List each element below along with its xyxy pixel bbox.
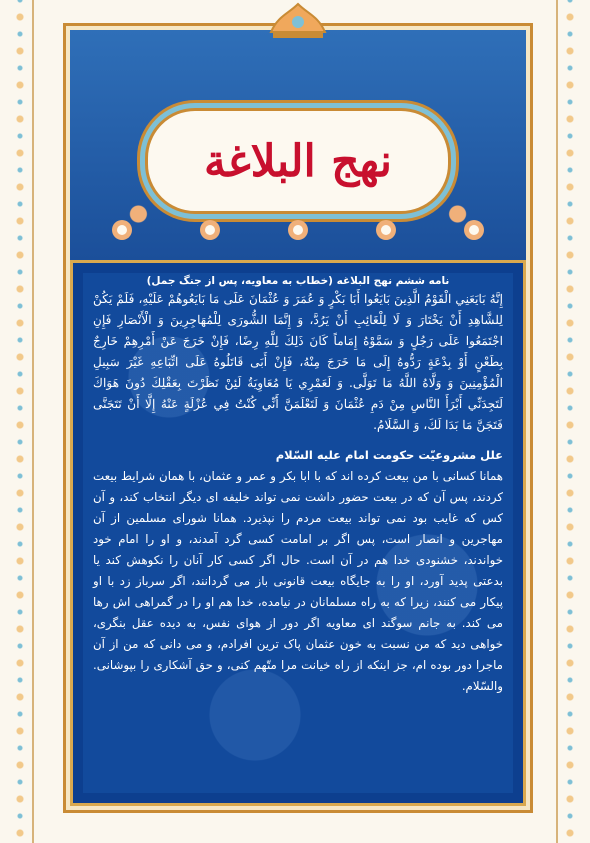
rosette-icon (374, 218, 398, 242)
header-arabesque (70, 30, 526, 263)
arabic-text: إِنَّهُ بَايَعَنِي الْقَوْمُ الَّذِينَ بَايَعُوا أَبَا بَكْرٍ وَ عُمَرَ وَ عُثْمَانَ عَلَى مَا بَايَعُوهُمْ عَلَيْهِ، فَلَمْ يَكُنْ لِلشَّاهِدِ أَنْ يَخْتَارَ وَ لَا لِلْغَائِبِ أَنْ يَرُدَّ، وَ إِنَّمَا الشُّورَى لِلْمُهَاجِرِينَ وَ الْأَنْصَارِ فَإِنِ اجْتَمَعُوا عَلَى رَجُلٍ وَ سَمَّوْهُ إِمَاماً كَانَ ذَلِكَ لِلَّهِ رِضًا، فَإِنْ خَرَجَ عَنْ أَمْرِهِمْ خَارِجٌ بِطَعْنٍ أَوْ بِدْعَةٍ رَدُّوهُ إِلَى مَا خَرَجَ مِنْهُ، فَإِنْ أَبَى قَاتَلُوهُ عَلَى اتِّبَاعِهِ غَيْرَ سَبِيلِ الْمُؤْمِنِينَ وَ وَلَّاهُ اللَّهُ مَا تَوَلَّى. وَ لَعَمْرِي يَا مُعَاوِيَةُ لَئِنْ نَظَرْتَ بِعَقْلِكَ دُونَ هَوَاكَ لَتَجِدَنِّي أَبْرَأَ النَّاسِ مِنْ دَمِ عُثْمَانَ وَ لَتَعْلَمَنَّ أَنِّي كُنْتُ فِي عُزْلَةٍ عَنْهُ إِلَّا أَنْ تَتَجَنَّى فَتَجَنَّ مَا بَدَا لَكَ، وَ السَّلَامُ. (93, 292, 503, 432)
ornamental-frame (70, 30, 526, 806)
letter-heading: نامه ششم نهج البلاغه (خطاب به معاویه، پس از جنگ جمل) (146, 275, 450, 287)
crown-ornament-icon (263, 2, 333, 42)
rosette-icon (462, 218, 486, 242)
section-heading: علل مشروعیّت حکومت امام علیه السّلام (275, 448, 503, 462)
page-title: نهج البلاغة (203, 135, 392, 187)
rosette-icon (286, 218, 310, 242)
text-panel (83, 273, 513, 793)
persian-translation: همانا کسانی با من بیعت کرده اند که با ابا بکر و عمر و عثمان، با همان شرایط بیعت کردند، پس آن که در بیعت حضور داشت نمی تواند خلیفه ای دیگر انتخاب کند، و آن کس که غایب بود نمی تواند بیعت مردم را نپذیرد. همانا شورای مسلمین از آن مهاجرین و انصار است، پس اگر بر امامت کسی گرد آمدند، و او را امام خود خواندند، خشنودی خدا هم در آن است. حال اگر کسی کار آنان را نکوهش کند یا بدعتی پدید آورد، او را به جایگاه بیعت قانونی باز می گردانند، اگر سرباز زد با او پیکار می کنند، زیرا که به راه مسلمانان در نیامده، خدا هم او را در گمراهی اش رها می کند. به جانم سوگند ای معاویه اگر دور از هوای نفس، به دیده عقل بنگری، خواهی دید که من نسبت به خون عثمان پاک ترین افرادم، و می دانی که من از آن ماجرا دور بوده ام، جز اینکه از راه خیانت مرا متّهم کنی، و حق آشکاری را بپوشانی. والسّلام. (93, 469, 503, 693)
right-border-ornament (550, 0, 590, 843)
rosette-icon (110, 218, 134, 242)
left-border-ornament (0, 0, 40, 843)
rosette-row (110, 218, 486, 248)
title-cartouche (145, 108, 451, 214)
rosette-icon (198, 218, 222, 242)
